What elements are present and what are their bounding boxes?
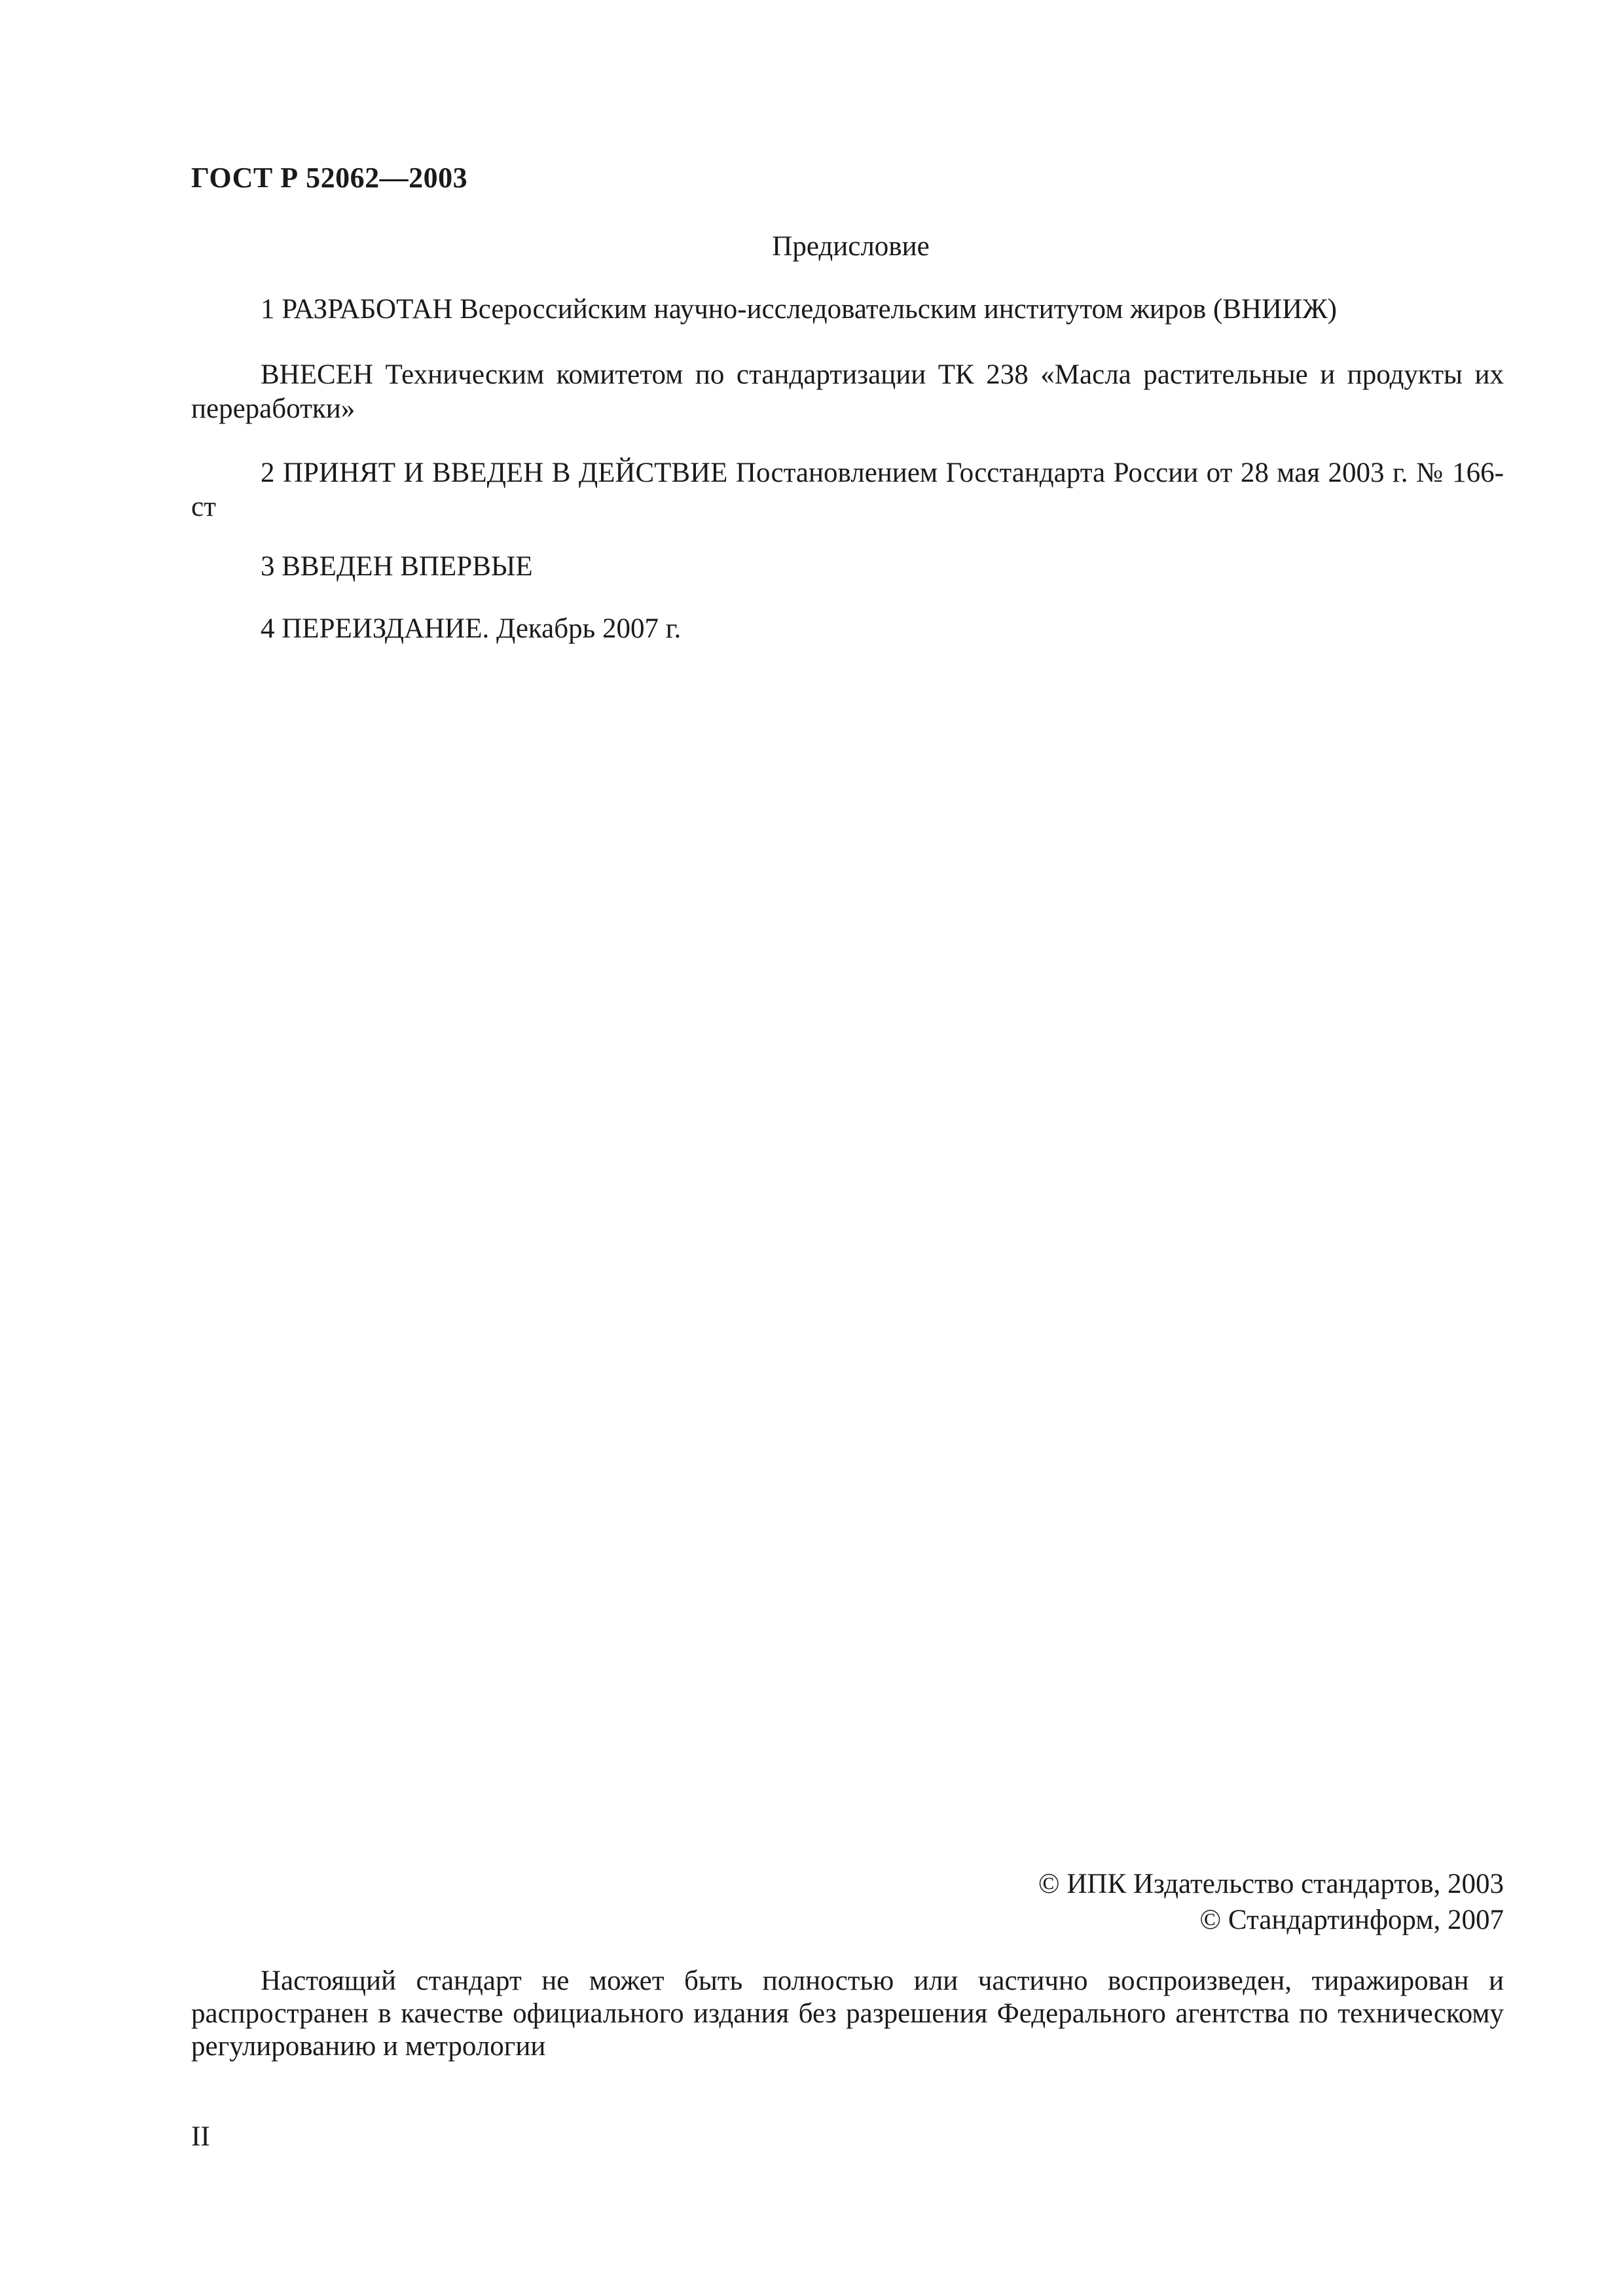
reproduction-notice: Настоящий стандарт не может быть полностью или частично воспроизведен, тиражирован и распространен в качестве официального издания без разрешения Федерального агентства по техническому регулированию и метрологии: [191, 1965, 1504, 2062]
copyright-line-standartinform: © Стандартинформ, 2007: [1199, 1905, 1504, 1935]
preface-item-1: 1 РАЗРАБОТАН Всероссийским научно-исследовательским институтом жиров (ВНИИЖ): [261, 294, 1337, 325]
preface-item-3: 3 ВВЕДЕН ВПЕРВЫЕ: [261, 551, 533, 582]
copyright-block: [1038, 1866, 1504, 1938]
copyright-line-publisher: © ИПК Издательство стандартов, 2003: [1038, 1869, 1504, 1899]
page-number: II: [191, 2121, 210, 2152]
document-code: ГОСТ Р 52062—2003: [191, 162, 468, 194]
preface-title: Предисловие: [772, 231, 930, 262]
preface-item-2: 2 ПРИНЯТ И ВВЕДЕН В ДЕЙСТВИЕ Постановлением Госстандарта России от 28 мая 2003 г. № 166-ст: [191, 457, 1504, 522]
preface-item-introduced: ВНЕСЕН Техническим комитетом по стандартизации ТК 238 «Масла растительные и продукты их переработки»: [191, 359, 1504, 424]
preface-item-4: 4 ПЕРЕИЗДАНИЕ. Декабрь 2007 г.: [261, 613, 682, 644]
